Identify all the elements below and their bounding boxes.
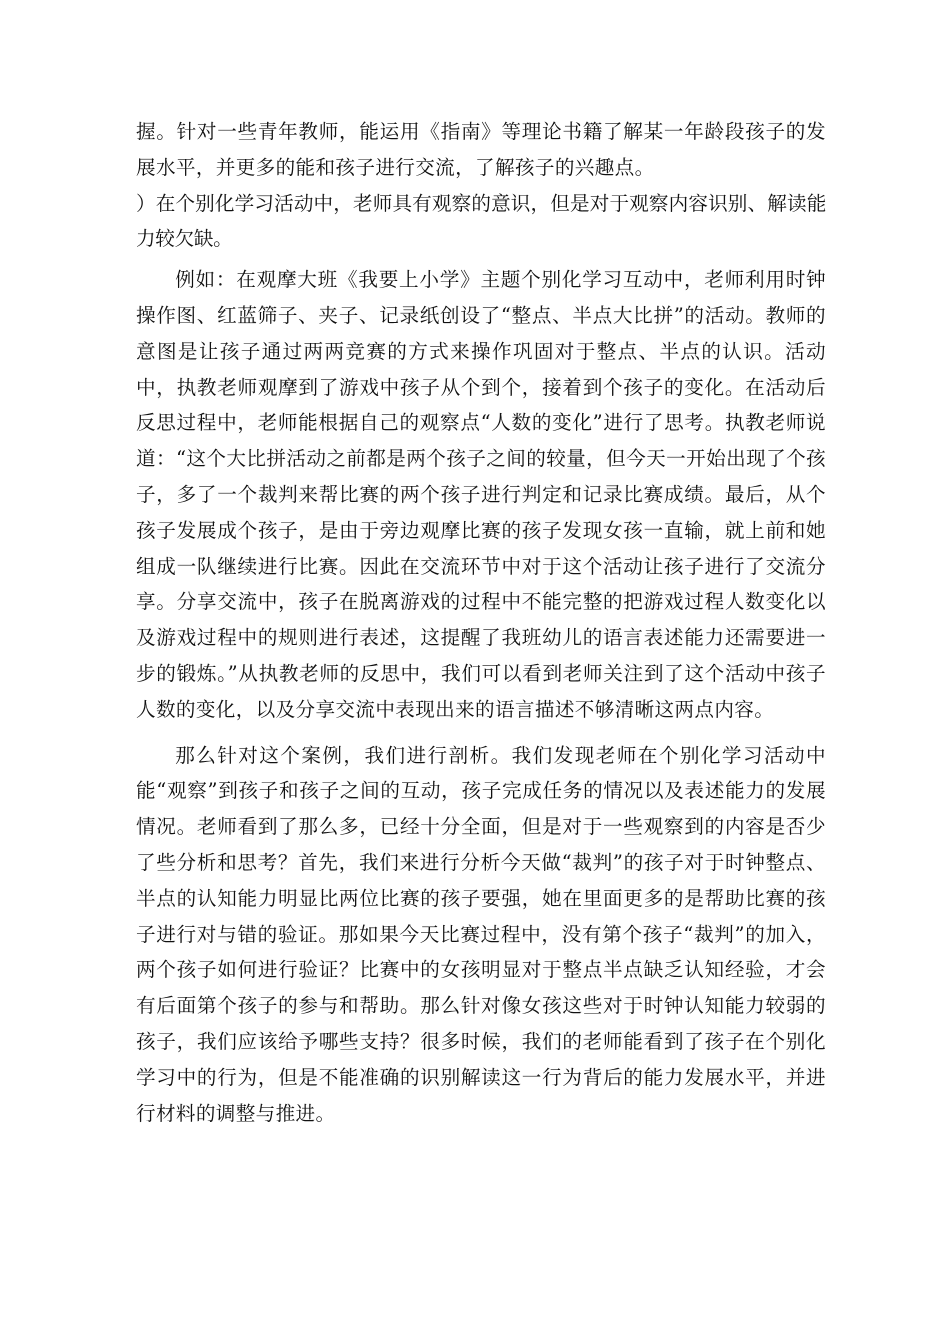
paragraph-continuation: 握。针对一些青年教师，能运用《指南》等理论书籍了解某一年龄段孩子的发展水平，并更多的能和孩子进行交流，了解孩子的兴趣点。: [136, 120, 826, 179]
paragraph-observation-point: ）在个别化学习活动中，老师具有观察的意识，但是对于观察内容识别、解读能力较欠缺。: [136, 191, 826, 251]
paragraph-example-case: 例如：在观摩大班《我要上小学》主题个别化学习互动中，老师利用时钟操作图、红蓝筛子、夹子、记录纸创设了“整点、半点大比拼”的活动。教师的意图是让孩子通过两两竞赛的方式来操作巩固对于整点、半点的认识。活动中，执教老师观摩到了游戏中孩子从个到个，接着到个孩子的变化。在活动后反思过程中，老师能根据自己的观察点“人数的变化”进行了思考。执教老师说道：“这个大比拼活动之前都是两个孩子之间的较量，但今天一开始出现了个孩子，多了一个裁判来帮比赛的两个孩子进行判定和记录比赛成绩。最后，从个孩子发展成个孩子，是由于旁边观摩比赛的孩子发现女孩一直输，就上前和她组成一队继续进行比赛。因此在交流环节中对于这个活动让孩子进行了交流分享。分享交流中，孩子在脱离游戏的过程中不能完整的把游戏过程人数变化以及游戏过程中的规则进行表述，这提醒了我班幼儿的语言表述能力还需要进一步的锻炼。”从执教老师的反思中，我们可以看到老师关注到了这个活动中孩子人数的变化，以及分享交流中表现出来的语言描述不够清晰这两点内容。: [136, 268, 826, 721]
paragraph-case-analysis: 那么针对这个案例，我们进行剖析。我们发现老师在个别化学习活动中能“观察”到孩子和孩子之间的互动，孩子完成任务的情况以及表述能力的发展情况。老师看到了那么多，已经十分全面，但是对于一些观察到的内容是否少了些分析和思考？首先，我们来进行分析今天做“裁判”的孩子对于时钟整点、半点的认知能力明显比两位比赛的孩子要强，她在里面更多的是帮助比赛的孩子进行对与错的验证。那如果今天比赛过程中，没有第个孩子“裁判”的加入，两个孩子如何进行验证？比赛中的女孩明显对于整点半点缺乏认知经验，才会有后面第个孩子的参与和帮助。那么针对像女孩这些对于时钟认知能力较弱的孩子，我们应该给予哪些支持？很多时候，我们的老师能看到了孩子在个别化学习中的行为，但是不能准确的识别解读这一行为背后的能力发展水平，并进行材料的调整与推进。: [136, 743, 826, 1125]
document-body: [136, 114, 826, 1131]
